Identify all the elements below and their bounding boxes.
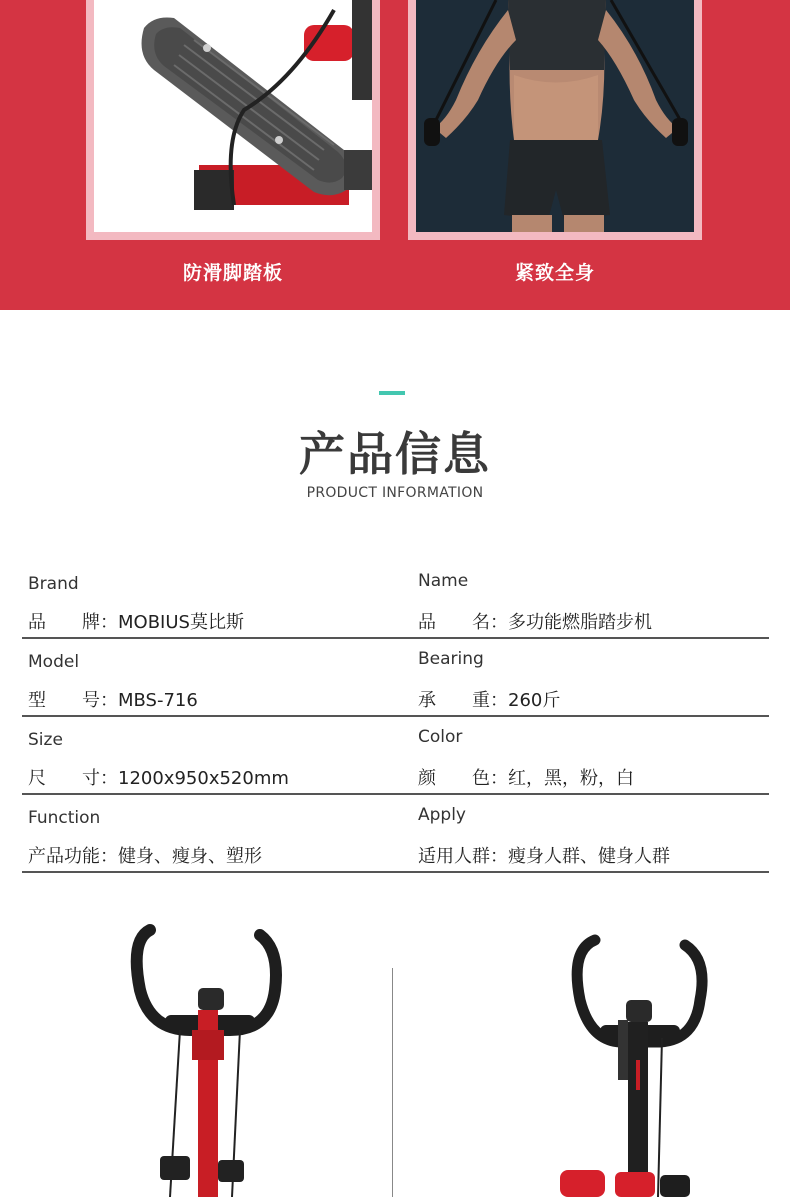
spec-label-en: Size (28, 730, 63, 750)
anti-slip-pedal-photo (94, 0, 372, 232)
spec-row (22, 796, 769, 873)
red-stepper-photo (110, 920, 310, 1197)
spec-cell-brand (28, 562, 408, 637)
spec-row (22, 562, 769, 639)
spec-cell-name (418, 562, 768, 637)
spec-cell-size (28, 718, 408, 793)
accent-bar (379, 391, 405, 395)
spec-row (22, 640, 769, 717)
spec-label-en: Color (418, 727, 463, 747)
spec-value: 品 牌：MOBIUS莫比斯 (28, 612, 244, 633)
spec-label-en: Function (28, 808, 101, 828)
spec-row (22, 718, 769, 795)
feature-card-body (408, 0, 702, 240)
feature-band (0, 0, 790, 310)
feature-caption-pedal: 防滑脚踏板 (182, 262, 283, 284)
spec-value: 品 名：多功能燃脂踏步机 (418, 612, 652, 633)
spec-value: 适用人群：瘦身人群、健身人群 (418, 846, 670, 867)
spec-label-en: Brand (28, 574, 79, 594)
spec-label-en: Name (418, 571, 469, 591)
section-title: 产品信息 (299, 427, 491, 481)
section-subtitle: PRODUCT INFORMATION (306, 485, 484, 501)
spec-cell-color (418, 718, 768, 793)
spec-value: 尺 寸：1200x950x520mm (28, 768, 289, 789)
spec-value: 产品功能：健身、瘦身、塑形 (28, 846, 262, 867)
spec-table (22, 562, 769, 874)
spec-value: 型 号：MBS-716 (28, 690, 198, 711)
spec-cell-function (28, 796, 408, 871)
spec-value: 颜 色：红，黑，粉，白 (418, 768, 634, 789)
spec-value: 承 重：260斤 (418, 690, 561, 711)
spec-label-en: Bearing (418, 649, 484, 669)
feature-caption-body: 紧致全身 (514, 262, 595, 284)
spec-cell-bearing (418, 640, 768, 715)
black-stepper-photo (540, 920, 740, 1197)
toned-body-photo (416, 0, 694, 232)
spec-cell-apply (418, 796, 768, 871)
spec-label-en: Apply (418, 805, 466, 825)
spec-label-en: Model (28, 652, 80, 672)
spec-cell-model (28, 640, 408, 715)
feature-card-pedal (86, 0, 380, 240)
product-divider (392, 968, 393, 1197)
